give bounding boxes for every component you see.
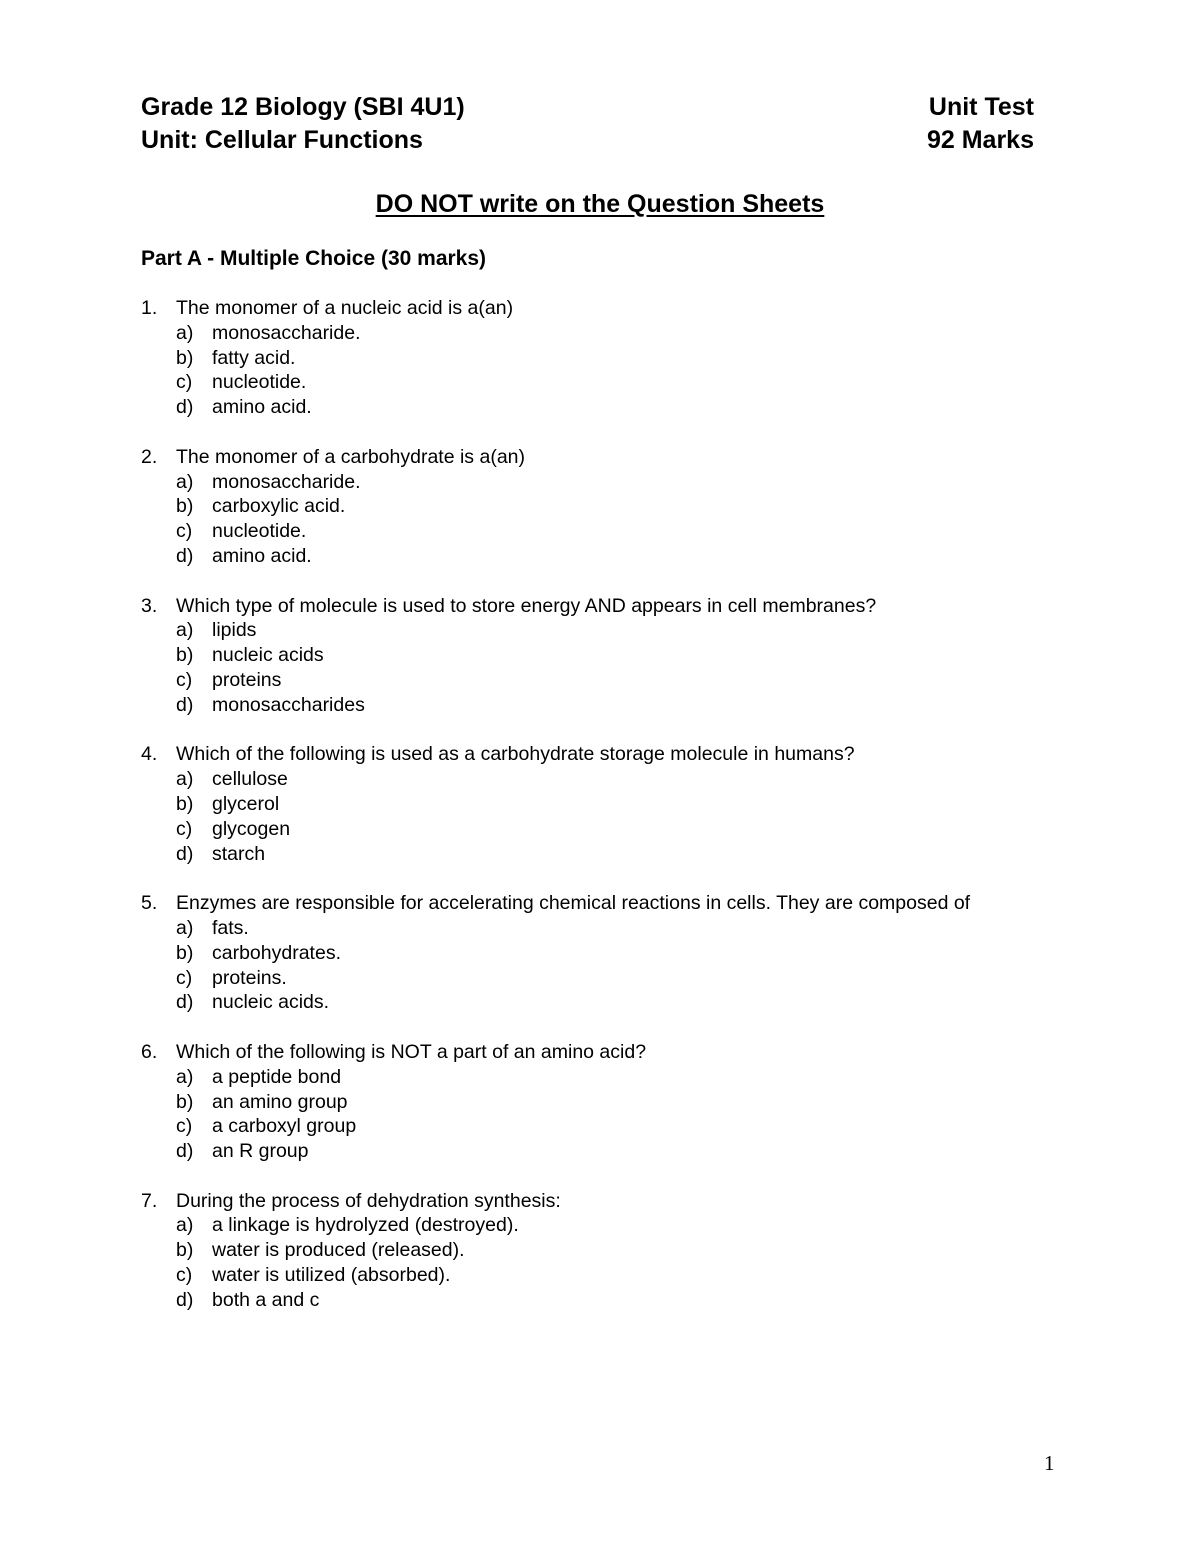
option-text: fats. — [212, 916, 249, 939]
option-text: a linkage is hydrolyzed (destroyed). — [212, 1214, 519, 1237]
question-6 — [141, 1040, 1051, 1164]
option-list — [141, 321, 1051, 420]
option-text: nucleic acids. — [212, 991, 330, 1014]
option-text: monosaccharide. — [212, 321, 361, 344]
option-text: starch — [212, 842, 266, 865]
test-type: Unit Test — [928, 93, 1034, 121]
option-letter: a) — [176, 619, 194, 642]
option-item — [176, 519, 1051, 544]
option-letter: d) — [176, 1140, 194, 1163]
question-stem — [141, 1189, 1051, 1214]
question-2 — [141, 445, 1051, 569]
option-item — [176, 693, 1051, 718]
option-list — [141, 470, 1051, 569]
option-list — [141, 916, 1051, 1015]
question-text: During the process of dehydration synthesis: — [176, 1189, 561, 1212]
option-text: a peptide bond — [212, 1065, 342, 1088]
question-number: 5. — [141, 892, 158, 915]
option-item — [176, 1090, 1051, 1115]
option-text: cellulose — [212, 768, 288, 791]
option-letter: d) — [176, 842, 194, 865]
option-letter: c) — [176, 1264, 193, 1287]
question-7 — [141, 1189, 1051, 1313]
question-stem — [141, 445, 1051, 470]
header-row-2 — [141, 126, 1034, 159]
option-letter: b) — [176, 495, 194, 518]
option-letter: a) — [176, 916, 194, 939]
question-number: 2. — [141, 445, 158, 468]
option-list — [141, 618, 1051, 717]
option-item — [176, 842, 1051, 867]
option-item — [176, 370, 1051, 395]
option-letter: a) — [176, 1065, 194, 1088]
option-text: glycerol — [212, 792, 280, 815]
option-text: an R group — [212, 1140, 309, 1163]
option-item — [176, 544, 1051, 569]
question-number: 3. — [141, 594, 158, 617]
option-letter: c) — [176, 371, 193, 394]
option-item — [176, 1238, 1051, 1263]
option-text: carboxylic acid. — [212, 495, 346, 518]
course-title: Grade 12 Biology (SBI 4U1) — [141, 93, 465, 121]
question-text: The monomer of a carbohydrate is a(an) — [176, 445, 526, 468]
option-item — [176, 643, 1051, 668]
option-text: proteins — [212, 668, 282, 691]
option-list — [141, 767, 1051, 866]
option-item — [176, 792, 1051, 817]
option-item — [176, 346, 1051, 371]
option-text: monosaccharides — [212, 693, 365, 716]
option-text: both a and c — [212, 1288, 320, 1311]
option-letter: a) — [176, 1214, 194, 1237]
option-text: an amino group — [212, 1090, 348, 1113]
question-text: The monomer of a nucleic acid is a(an) — [176, 297, 514, 319]
option-letter: b) — [176, 792, 194, 815]
question-3 — [141, 594, 1051, 718]
option-item — [176, 1263, 1051, 1288]
option-text: monosaccharide. — [212, 470, 361, 493]
option-item — [176, 395, 1051, 420]
option-item — [176, 494, 1051, 519]
option-letter: b) — [176, 941, 194, 964]
option-letter: c) — [176, 668, 193, 691]
question-list — [141, 296, 1051, 1337]
option-item — [176, 1114, 1051, 1139]
option-item — [176, 1065, 1051, 1090]
option-letter: b) — [176, 346, 194, 369]
notice-heading — [0, 188, 1200, 220]
option-text: glycogen — [212, 817, 291, 840]
option-item — [176, 966, 1051, 991]
option-text: fatty acid. — [212, 346, 296, 369]
option-item — [176, 470, 1051, 495]
option-letter: a) — [176, 321, 194, 344]
option-letter: a) — [176, 768, 194, 791]
option-letter: b) — [176, 1239, 194, 1262]
question-number: 1. — [141, 297, 158, 319]
option-letter: c) — [176, 966, 193, 989]
unit-title: Unit: Cellular Functions — [141, 126, 423, 154]
option-text: carbohydrates. — [212, 941, 341, 964]
option-letter: b) — [176, 644, 194, 667]
option-text: proteins. — [212, 966, 287, 989]
question-number: 6. — [141, 1040, 158, 1063]
option-letter: a) — [176, 470, 194, 493]
option-item — [176, 668, 1051, 693]
notice-text: DO NOT write on the Question Sheets — [375, 190, 825, 218]
header-row-1 — [141, 93, 1034, 126]
question-text: Which of the following is NOT a part of an amino acid? — [176, 1040, 647, 1063]
option-item — [176, 1213, 1051, 1238]
option-item — [176, 1139, 1051, 1164]
question-stem — [141, 1040, 1051, 1065]
option-item — [176, 321, 1051, 346]
question-4 — [141, 742, 1051, 866]
total-marks: 92 Marks — [926, 126, 1034, 154]
question-number: 4. — [141, 743, 158, 766]
question-1 — [141, 296, 1051, 420]
option-item — [176, 990, 1051, 1015]
option-text: nucleotide. — [212, 371, 307, 394]
question-number: 7. — [141, 1189, 158, 1212]
question-stem — [141, 742, 1051, 767]
option-item — [176, 916, 1051, 941]
option-text: water is produced (released). — [212, 1239, 465, 1262]
question-5 — [141, 891, 1051, 1015]
option-item — [176, 618, 1051, 643]
option-letter: d) — [176, 396, 194, 419]
option-letter: d) — [176, 544, 194, 567]
page-number: 1 — [1044, 1451, 1055, 1475]
option-letter: d) — [176, 991, 194, 1014]
option-letter: c) — [176, 817, 193, 840]
option-list — [141, 1213, 1051, 1312]
option-letter: d) — [176, 693, 194, 716]
option-text: amino acid. — [212, 396, 312, 419]
option-text: nucleotide. — [212, 520, 307, 543]
question-stem — [141, 594, 1051, 619]
option-letter: b) — [176, 1090, 194, 1113]
option-item — [176, 1288, 1051, 1313]
option-text: water is utilized (absorbed). — [212, 1264, 451, 1287]
question-stem — [141, 891, 1051, 916]
option-letter: c) — [176, 520, 193, 543]
option-list — [141, 1065, 1051, 1164]
question-stem — [141, 296, 1051, 321]
question-text: Which of the following is used as a carbohydrate storage molecule in humans? — [176, 743, 855, 766]
option-item — [176, 817, 1051, 842]
section-title: Part A - Multiple Choice (30 marks) — [141, 247, 487, 270]
question-text: Enzymes are responsible for accelerating chemical reactions in cells. They are composed of — [176, 892, 971, 915]
option-item — [176, 941, 1051, 966]
option-text: amino acid. — [212, 544, 312, 567]
option-letter: d) — [176, 1288, 194, 1311]
option-text: a carboxyl group — [212, 1115, 357, 1138]
option-letter: c) — [176, 1115, 193, 1138]
option-text: nucleic acids — [212, 644, 324, 667]
option-text: lipids — [212, 619, 257, 642]
option-item — [176, 767, 1051, 792]
question-text: Which type of molecule is used to store energy AND appears in cell membranes? — [176, 594, 877, 617]
